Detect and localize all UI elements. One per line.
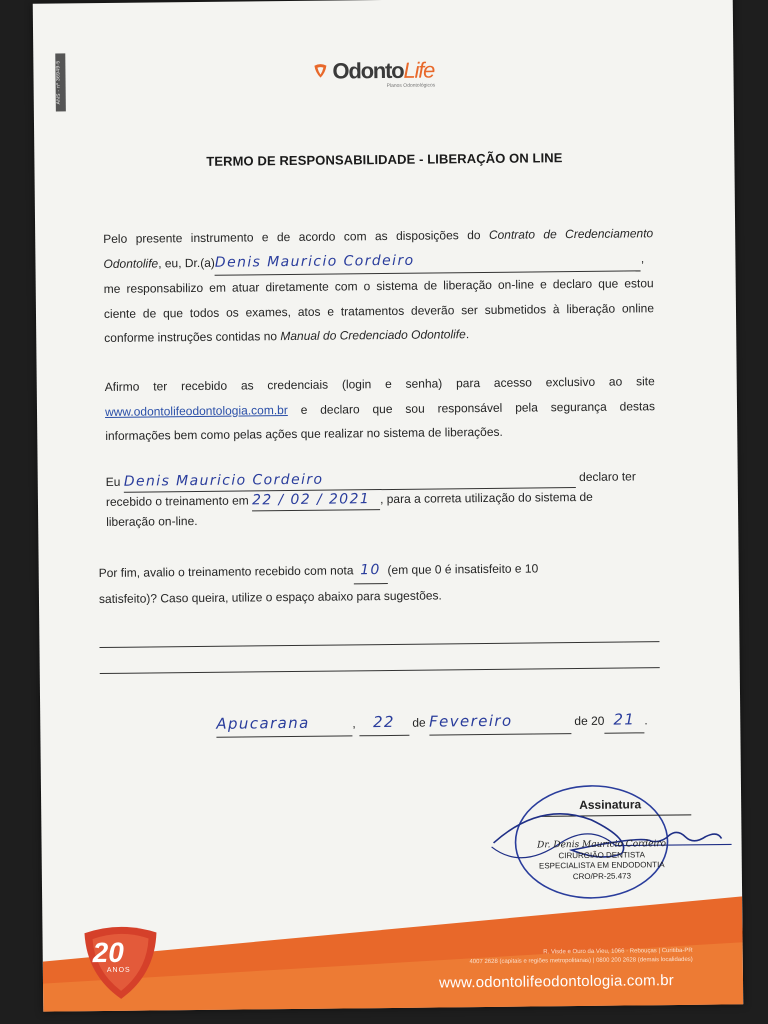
p2-line-1: Afirmo ter recebido as credenciais (login e senha) para acesso exclusivo ao site [104,374,655,394]
p4-line-1: Por fim, avalio o treinamento recebido com nota 10 (em que 0 é insatisfeito e 10 [99,555,659,586]
footer-site-url: www.odontolifeodontologia.com.br [438,972,674,992]
p4-line-2: satisfeito)? Caso queira, utilize o espaço abaixo para sugestões. [98,587,442,606]
logo-wordmark: OdontoLife [332,57,435,84]
p1-line-1: Pelo presente instrumento e de acordo com as disposições do Contrato de Credenciamento [103,226,654,246]
document-page [33,0,744,1012]
footer-contact: R. Visde e Ouro da Vieu, 1066 · Rebouças | Curitiba-PR 4007 2628 (capitais e regiões metropolitanas) | 0800 200 2628 (demais localidades) [469,947,693,966]
p1-line-2: Odontolife, eu, Dr.(a)Denis Mauricio Cordeiro , [103,246,653,277]
handwritten-day: 22 [372,712,396,732]
handwritten-month: Fevereiro [428,711,513,731]
handwritten-name-2: Denis Mauricio Cordeiro [123,471,324,490]
paragraph-3 [106,467,657,532]
document-title: TERMO DE RESPONSABILIDADE - LIBERAÇÃO ON LINE [206,150,563,169]
p3-line-1: Eu Denis Mauricio Cordeiro declaro ter [106,467,656,493]
paragraph-4 [99,555,659,611]
professional-stamp: Dr. Denis Mauricio Cordeiro CIRURGIÃO DENTISTA ESPECIALISTA EM ENDODONTIA CRO/PR-25.473 [537,839,667,881]
p3-line-2: recebido o treinamento em 22 / 02 / 2021 , para a correta utilização do sistema de [106,487,656,513]
p1-line-3: me responsabilizo em atuar diretamente com o sistema de liberação on-line e declaro que estou [103,276,654,296]
paragraph-2 [105,369,656,448]
p1-line-5: conforme instruções contidas no Manual do Credenciado Odontolife. [104,327,470,345]
p1-line-4: ciente de que todos os exames, atos e tratamentos deverão ser submetidos à liberação online [103,300,655,321]
handwritten-city: Apucarana [216,713,310,733]
suggestion-line-2[interactable] [100,667,660,674]
handwritten-grade: 10 [360,562,381,579]
signature-area [481,778,742,911]
handwritten-training-date: 22 / 02 / 2021 [251,491,371,509]
paragraph-1 [103,221,654,350]
p2-line-3: informações bem como pelas ações que realizar no sistema de liberações. [105,424,503,443]
suggestion-line-1[interactable] [99,641,659,648]
badge-caption: ANOS [106,966,131,974]
signature-label: Assinatura [579,797,642,813]
badge-number: 20 [92,936,124,969]
date-line: Apucarana , 22 de Fevereiro de 20 21 . [216,707,676,738]
p2-line-2: www.odontolifeodontologia.com.br e declaro que sou responsável pela segurança destas [104,398,656,419]
handwritten-year: 21 [613,710,636,729]
logo-subtitle: Planos Odontológicos [386,82,436,89]
handwritten-name-1: Denis Mauricio Cordeiro [214,252,415,271]
p3-line-3: liberação on-line. [106,513,198,529]
brand-mark-icon [312,63,328,79]
odontolife-logo [308,57,468,95]
site-link[interactable]: www.odontolifeodontologia.com.br [104,402,288,419]
ans-side-tag: ANS - nº 36949-5 [55,53,66,111]
